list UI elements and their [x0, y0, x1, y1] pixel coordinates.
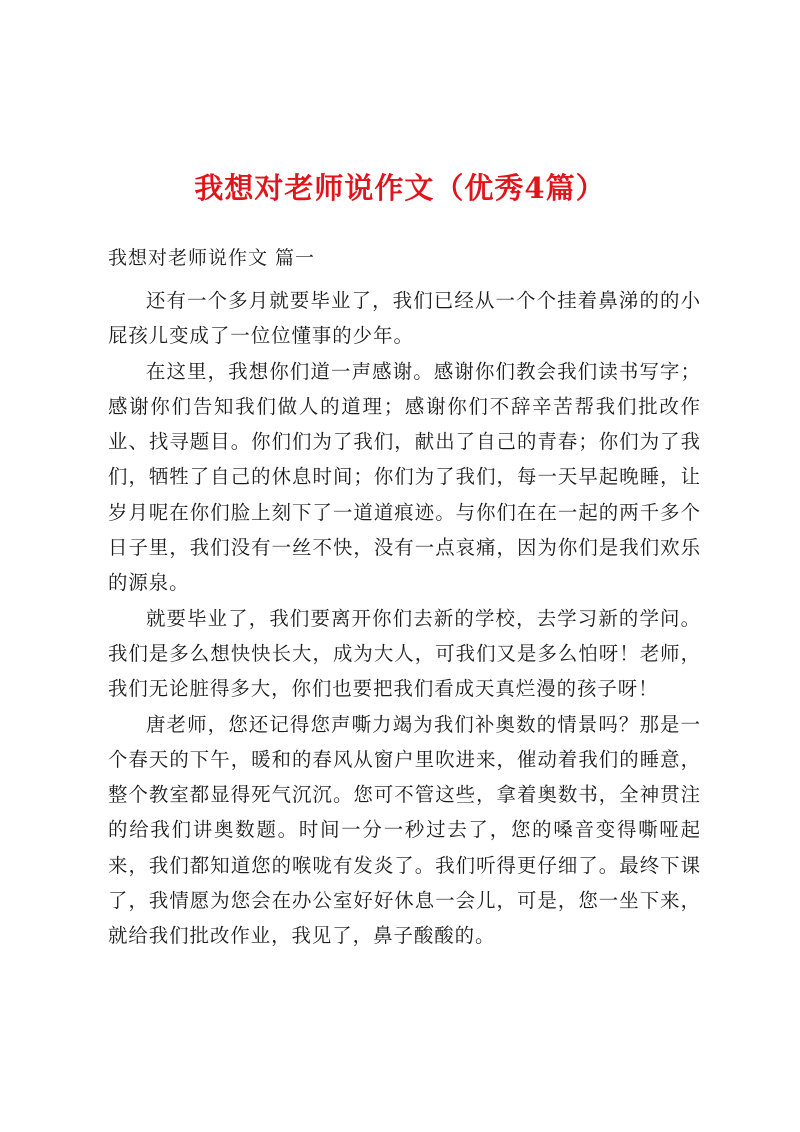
paragraph: 唐老师，您还记得您声嘶力竭为我们补奥数的情景吗？那是一个春天的下午，暖和的春风从窗户里吹进来，催动着我们的睡意，整个教室都显得死气沉沉。您可不管这些，拿着奥数书，全神贯注的给我们讲奥数题。时间一分一秒过去了，您的嗓音变得嘶哑起来，我们都知道您的喉咙有发炎了。我们听得更仔细了。最终下课了，我情愿为您会在办公室好好休息一会儿，可是，您一坐下来，就给我们批改作业，我见了，鼻子酸酸的。 — [108, 712, 701, 948]
document-body — [108, 283, 701, 954]
paragraph: 还有一个多月就要毕业了，我们已经从一个个挂着鼻涕的的小屁孩儿变成了一位位懂事的少年。 — [108, 289, 701, 348]
section-heading: 我想对老师说作文 篇一 — [108, 247, 316, 269]
document-title: 我想对老师说作文（优秀4篇） — [194, 171, 606, 205]
paragraph: 在这里，我想你们道一声感谢。感谢你们教会我们读书写字；感谢你们告知我们做人的道理；感谢你们不辞辛苦帮我们批改作业、找寻题目。你们们为了我们，献出了自己的青春；你们为了我们，牺牲了自己的休息时间；你们为了我们，每一天早起晚睡，让岁月呢在你们脸上刻下了一道道痕迹。与你们在在一起的两千多个日子里，我们没有一丝不快，没有一点哀痛，因为你们是我们欢乐的源泉。 — [108, 359, 701, 595]
paragraph: 就要毕业了，我们要离开你们去新的学校，去学习新的学问。我们是多么想快快长大，成为大人，可我们又是多么怕呀！老师，我们无论脏得多大，你们也要把我们看成天真烂漫的孩子呀！ — [108, 606, 701, 701]
